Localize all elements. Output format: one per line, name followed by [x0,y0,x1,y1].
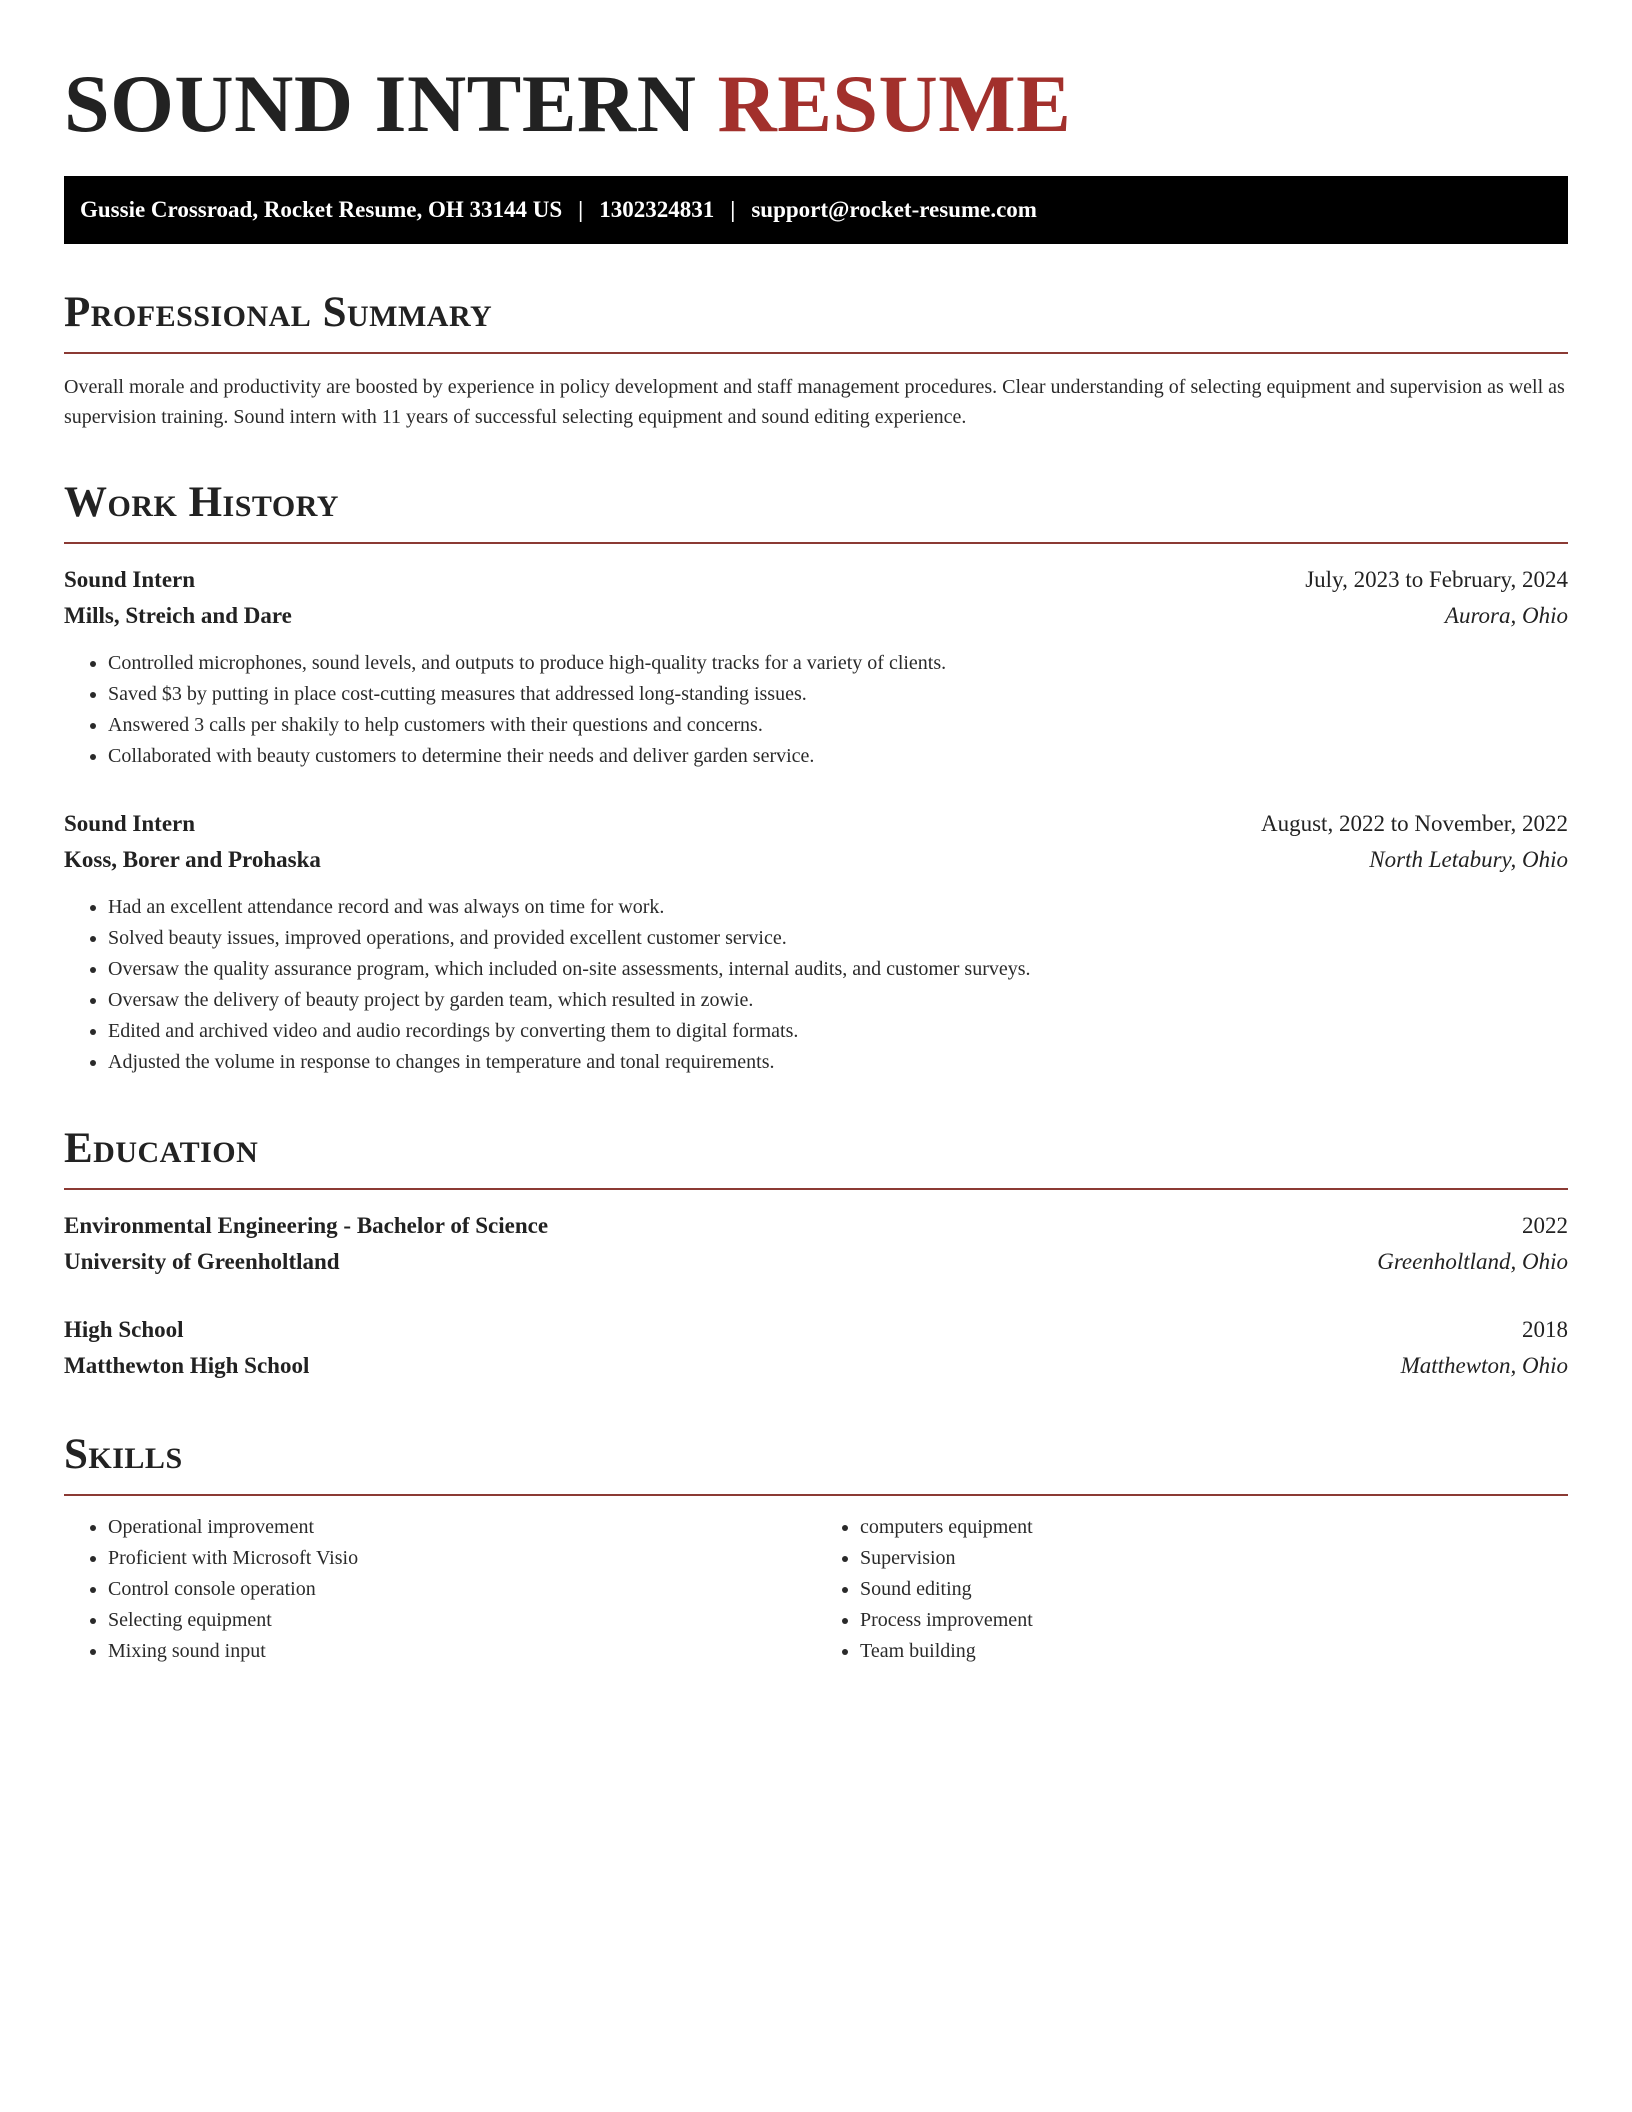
job-dates: July, 2023 to February, 2024 [1305,567,1568,592]
job-bullets [64,892,1568,1078]
skills-list-left [64,1512,816,1667]
skill-item: • computers equipment [860,1512,1568,1543]
job-dates: August, 2022 to November, 2022 [1261,811,1568,836]
section-heading: Work History [64,479,339,526]
education-degree: High School [64,1317,184,1342]
education-location: Matthewton, Ohio [1400,1353,1568,1378]
list-item: • Answered 3 calls per shakily to help customers with their questions and concerns. [108,710,1568,741]
list-item: • Edited and archived video and audio recordings by converting them to digital formats. [108,1016,1568,1047]
education-degree-row [64,1312,1568,1348]
education-year: 2022 [1522,1213,1568,1238]
education-degree-row [64,1208,1568,1244]
job-company: Koss, Borer and Prohaska [64,847,321,872]
skills-list-right [816,1512,1568,1667]
list-item: • Solved beauty issues, improved operations, and provided excellent customer service. [108,923,1568,954]
job-header-row [64,562,1568,598]
skill-item: • Supervision [860,1543,1568,1574]
work-history-section [64,478,1568,1078]
section-heading: Skills [64,1431,183,1478]
contact-separator: | [578,197,584,222]
contact-email: support@rocket-resume.com [751,197,1037,222]
skill-item: • Team building [860,1636,1568,1667]
education-school-row [64,1348,1568,1384]
education-section [64,1124,1568,1384]
job-header-row [64,806,1568,842]
resume-title [64,56,1568,152]
education-year: 2018 [1522,1317,1568,1342]
contact-separator: | [730,197,736,222]
list-item: • Controlled microphones, sound levels, and outputs to produce high-quality tracks for a variety of clients. [108,648,1568,679]
job-entry [64,562,1568,772]
title-main: SOUND INTERN [64,58,697,149]
skill-item: • Selecting equipment [108,1605,816,1636]
section-divider [64,1188,1568,1190]
section-divider [64,542,1568,544]
summary-section [64,288,1568,432]
skill-item: • Mixing sound input [108,1636,816,1667]
education-school: University of Greenholtland [64,1249,340,1274]
skills-columns [64,1512,1568,1667]
education-entry [64,1208,1568,1280]
section-heading: Professional Summary [64,289,493,336]
contact-address: Gussie Crossroad, Rocket Resume, OH 33144 US [80,197,563,222]
education-degree: Environmental Engineering - Bachelor of Science [64,1213,549,1238]
section-divider [64,352,1568,354]
section-divider [64,1494,1568,1496]
skill-item: • Operational improvement [108,1512,816,1543]
job-company: Mills, Streich and Dare [64,603,292,628]
skill-item: • Sound editing [860,1574,1568,1605]
skill-item: • Control console operation [108,1574,816,1605]
title-accent: RESUME [717,58,1072,149]
list-item: • Collaborated with beauty customers to determine their needs and deliver garden service. [108,741,1568,772]
summary-text: Overall morale and productivity are boosted by experience in policy development and staff management procedures. Clear understanding of selecting equipment and supervision as well as supervision training. Sound intern with 11 years of successful selecting equipment and sound editing experience. [64,376,1565,428]
job-entry [64,806,1568,1078]
job-company-row [64,842,1568,878]
skill-item: • Process improvement [860,1605,1568,1636]
skills-section [64,1430,1568,1667]
list-item: • Adjusted the volume in response to changes in temperature and tonal requirements. [108,1047,1568,1078]
section-heading: Education [64,1125,259,1172]
education-school: Matthewton High School [64,1353,310,1378]
job-location: Aurora, Ohio [1444,603,1568,628]
list-item: • Oversaw the delivery of beauty project by garden team, which resulted in zowie. [108,985,1568,1016]
education-school-row [64,1244,1568,1280]
job-company-row [64,598,1568,634]
education-location: Greenholtland, Ohio [1377,1249,1568,1274]
job-location: North Letabury, Ohio [1369,847,1568,872]
education-entry [64,1312,1568,1384]
job-bullets [64,648,1568,772]
contact-phone: 1302324831 [599,197,715,222]
list-item: • Oversaw the quality assurance program, which included on-site assessments, internal audits, and customer surveys. [108,954,1568,985]
job-title: Sound Intern [64,567,196,592]
job-title: Sound Intern [64,811,196,836]
skill-item: • Proficient with Microsoft Visio [108,1543,816,1574]
list-item: • Had an excellent attendance record and was always on time for work. [108,892,1568,923]
contact-bar [64,176,1568,244]
list-item: • Saved $3 by putting in place cost-cutting measures that addressed long-standing issues. [108,679,1568,710]
